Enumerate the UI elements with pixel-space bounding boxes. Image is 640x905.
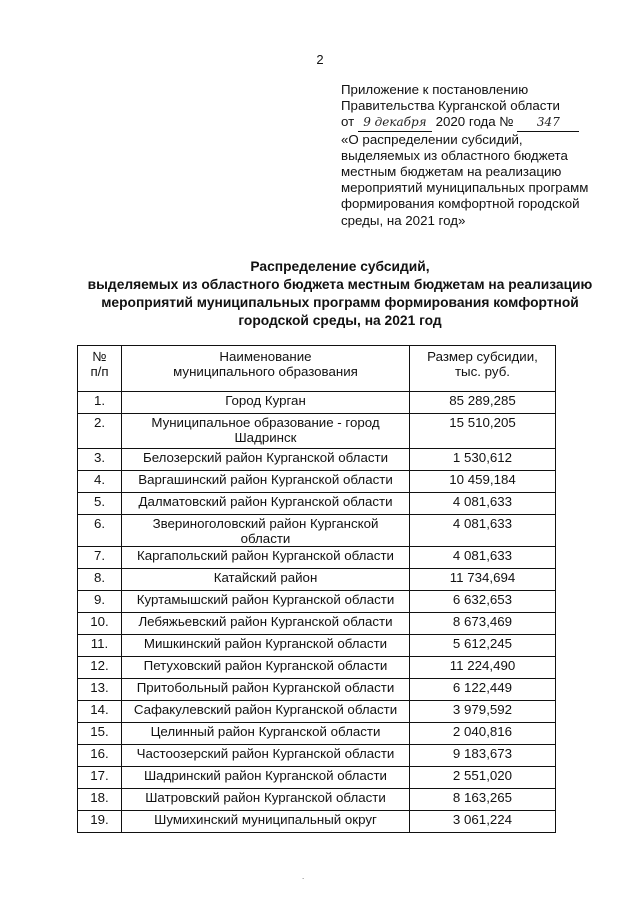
row-number: 7. [78,547,122,569]
appendix-date-line [341,114,631,131]
date-prefix: от [341,114,355,130]
row-amount: 8 163,265 [410,789,556,811]
table-row [78,569,556,591]
appendix-line: среды, на 2021 год» [341,212,466,228]
header-name-line: муниципального образования [173,364,358,379]
row-number: 10. [78,613,122,635]
table-row [78,701,556,723]
appendix-line: мероприятий муниципальных программ [341,180,589,196]
page-number: 2 [316,52,324,67]
table-row [78,547,556,569]
row-municipality: Звериноголовский район Курганской области [122,515,410,547]
footer-mark: . [302,872,305,881]
appendix-line: «О распределении субсидий, [341,131,523,147]
row-amount: 85 289,285 [410,392,556,414]
table-row [78,745,556,767]
row-amount: 11 734,694 [410,569,556,591]
appendix-header [341,82,631,229]
row-amount: 1 530,612 [410,449,556,471]
row-amount: 6 122,449 [410,679,556,701]
appendix-line: местным бюджетам на реализацию [341,164,562,180]
row-municipality: Муниципальное образование - город Шадринск [122,414,410,449]
row-number: 2. [78,414,122,449]
document-title [60,258,620,330]
row-municipality: Шумихинский муниципальный округ [122,811,410,833]
row-municipality: Город Курган [122,392,410,414]
row-number: 19. [78,811,122,833]
row-number: 11. [78,635,122,657]
row-number: 9. [78,591,122,613]
row-municipality: Шадринский район Курганской области [122,767,410,789]
table-row [78,635,556,657]
row-municipality: Варгашинский район Курганской области [122,471,410,493]
row-number: 4. [78,471,122,493]
table-row [78,789,556,811]
row-number: 3. [78,449,122,471]
row-amount: 2 040,816 [410,723,556,745]
row-amount: 4 081,633 [410,515,556,547]
appendix-line: выделяемых из областного бюджета [341,147,568,163]
row-amount: 4 081,633 [410,493,556,515]
row-number: 18. [78,789,122,811]
header-name-line: Наименование [219,349,312,364]
row-municipality: Куртамышский район Курганской области [122,591,410,613]
appendix-line: Приложение к постановлению [341,82,529,97]
title-line: Распределение субсидий, [250,259,430,274]
header-amount [410,346,556,392]
row-amount: 8 673,469 [410,613,556,635]
handwritten-number: 347 [517,114,579,131]
row-municipality: Лебяжьевский район Курганской области [122,613,410,635]
title-line: мероприятий муниципальных программ формирования комфортной [101,295,579,310]
row-municipality: Сафакулевский район Курганской области [122,701,410,723]
table-row [78,811,556,833]
header-number-line: № [92,349,107,364]
table-row [78,723,556,745]
row-amount: 4 081,633 [410,547,556,569]
row-number: 12. [78,657,122,679]
row-number: 16. [78,745,122,767]
row-number: 15. [78,723,122,745]
table-row [78,414,556,449]
header-name [122,346,410,392]
table-row [78,449,556,471]
row-municipality: Катайский район [122,569,410,591]
date-suffix: 2020 года № [435,114,514,130]
row-amount: 11 224,490 [410,657,556,679]
row-number: 17. [78,767,122,789]
row-municipality: Притобольный район Курганской области [122,679,410,701]
row-municipality: Далматовский район Курганской области [122,493,410,515]
row-number: 8. [78,569,122,591]
appendix-line: Правительства Курганской области [341,98,560,114]
row-amount: 9 183,673 [410,745,556,767]
header-amount-line: Размер субсидии, [427,349,538,364]
table-row [78,392,556,414]
row-number: 1. [78,392,122,414]
table-row [78,679,556,701]
table-row [78,613,556,635]
row-municipality: Каргапольский район Курганской области [122,547,410,569]
row-number: 14. [78,701,122,723]
appendix-line: формирования комфортной городской [341,196,580,212]
table-row [78,591,556,613]
table-row [78,657,556,679]
row-number: 6. [78,515,122,547]
row-municipality: Шатровский район Курганской области [122,789,410,811]
row-amount: 3 061,224 [410,811,556,833]
header-amount-line: тыс. руб. [454,364,511,379]
row-amount: 15 510,205 [410,414,556,449]
table-header-row [78,346,556,392]
row-amount: 3 979,592 [410,701,556,723]
row-municipality: Петуховский район Курганской области [122,657,410,679]
handwritten-date: 9 декабря [358,114,432,131]
table-row [78,471,556,493]
header-number [78,346,122,392]
subsidies-table [77,345,556,833]
row-municipality: Мишкинский район Курганской области [122,635,410,657]
row-amount: 2 551,020 [410,767,556,789]
row-municipality: Частоозерский район Курганской области [122,745,410,767]
header-number-line: п/п [90,364,109,379]
row-municipality: Целинный район Курганской области [122,723,410,745]
row-amount: 6 632,653 [410,591,556,613]
title-line: выделяемых из областного бюджета местным бюджетам на реализацию [87,277,593,292]
row-number: 5. [78,493,122,515]
row-amount: 5 612,245 [410,635,556,657]
row-amount: 10 459,184 [410,471,556,493]
row-municipality: Белозерский район Курганской области [122,449,410,471]
table-row [78,493,556,515]
table-row [78,515,556,547]
title-line: городской среды, на 2021 год [238,313,442,328]
row-number: 13. [78,679,122,701]
table-row [78,767,556,789]
